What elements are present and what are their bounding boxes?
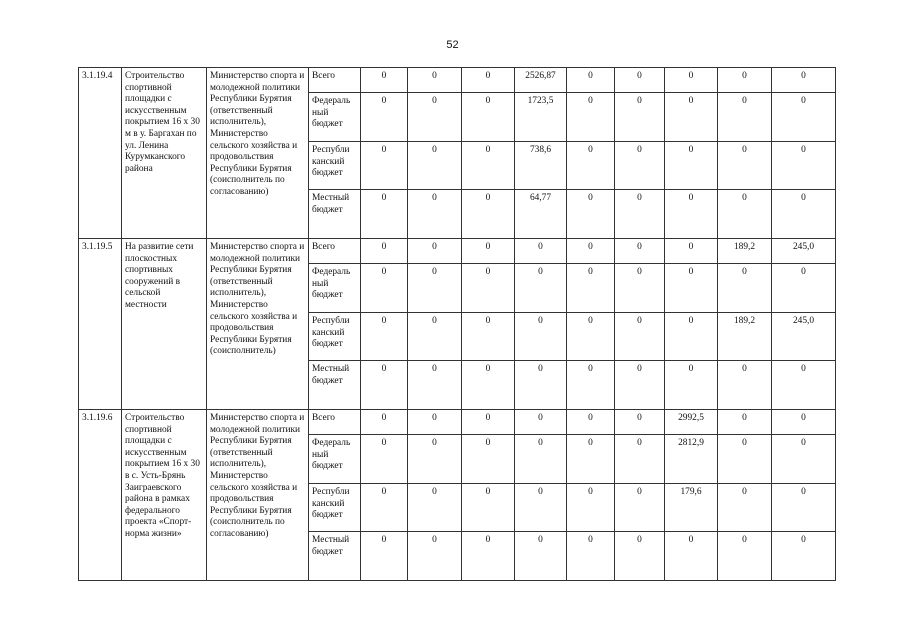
funding-value-cell: 0 — [361, 532, 408, 581]
funding-value-cell: 0 — [615, 239, 665, 264]
funding-value-cell: 0 — [665, 68, 718, 93]
funding-value-cell: 0 — [462, 190, 515, 239]
funding-value-cell: 0 — [772, 361, 836, 410]
funding-value-cell: 0 — [718, 410, 772, 435]
measure-name: Строительство спортивной площадки с искусственным покрытием 16 х 30 м в у. Баргахан по ул. Ленина Курумканского района — [122, 68, 207, 239]
funding-value-cell: 0 — [718, 264, 772, 313]
funding-value-cell: 189,2 — [718, 313, 772, 361]
funding-value-cell: 0 — [665, 532, 718, 581]
table-row — [79, 239, 836, 264]
measure-code: 3.1.19.6 — [79, 410, 122, 581]
funding-value-cell: 0 — [615, 484, 665, 532]
funding-value-cell: 0 — [408, 142, 462, 190]
page-number: 52 — [446, 39, 459, 51]
funding-value-cell: 0 — [361, 142, 408, 190]
measure-executor: Министерство спорта и молодежной политики Республики Бурятия (ответственный исполнитель), Министерство сельского хозяйства и продовольствия Республики Бурятия (соисполнитель по согласованию) — [207, 410, 309, 581]
funding-source-label: Федераль ный бюджет — [309, 435, 361, 484]
funding-value-cell: 0 — [462, 93, 515, 142]
funding-value-cell: 738,6 — [515, 142, 567, 190]
funding-value-cell: 0 — [665, 313, 718, 361]
funding-value-cell: 0 — [462, 361, 515, 410]
funding-source-label: Федераль ный бюджет — [309, 93, 361, 142]
funding-source-label: Местный бюджет — [309, 532, 361, 581]
funding-value-cell: 189,2 — [718, 239, 772, 264]
funding-value-cell: 0 — [615, 313, 665, 361]
funding-value-cell: 0 — [515, 435, 567, 484]
funding-value-cell: 0 — [665, 190, 718, 239]
funding-value-cell: 0 — [515, 484, 567, 532]
funding-value-cell: 0 — [361, 93, 408, 142]
funding-value-cell: 0 — [615, 68, 665, 93]
funding-value-cell: 0 — [361, 68, 408, 93]
measure-code: 3.1.19.5 — [79, 239, 122, 410]
funding-source-label: Всего — [309, 410, 361, 435]
funding-value-cell: 0 — [462, 68, 515, 93]
funding-value-cell: 0 — [615, 264, 665, 313]
funding-value-cell: 0 — [361, 264, 408, 313]
funding-value-cell: 0 — [718, 361, 772, 410]
funding-value-cell: 0 — [615, 93, 665, 142]
funding-value-cell: 0 — [361, 435, 408, 484]
funding-value-cell: 1723,5 — [515, 93, 567, 142]
measure-executor: Министерство спорта и молодежной политики Республики Бурятия (ответственный исполнитель), Министерство сельского хозяйства и продовольствия Республики Бурятия (соисполнитель по согласованию) — [207, 68, 309, 239]
funding-source-label: Республи канский бюджет — [309, 313, 361, 361]
funding-value-cell: 0 — [408, 361, 462, 410]
funding-value-cell: 0 — [515, 532, 567, 581]
funding-value-cell: 0 — [615, 190, 665, 239]
funding-value-cell: 0 — [772, 410, 836, 435]
funding-value-cell: 0 — [361, 361, 408, 410]
funding-value-cell: 0 — [408, 264, 462, 313]
funding-value-cell: 0 — [462, 410, 515, 435]
funding-value-cell: 0 — [718, 532, 772, 581]
funding-value-cell: 0 — [772, 484, 836, 532]
funding-source-label: Местный бюджет — [309, 361, 361, 410]
funding-source-label: Федераль ный бюджет — [309, 264, 361, 313]
table-row — [79, 410, 836, 435]
funding-value-cell: 0 — [408, 484, 462, 532]
funding-value-cell: 0 — [772, 264, 836, 313]
funding-value-cell: 0 — [462, 239, 515, 264]
funding-value-cell: 0 — [462, 264, 515, 313]
funding-value-cell: 0 — [615, 435, 665, 484]
funding-value-cell: 0 — [408, 190, 462, 239]
funding-value-cell: 0 — [567, 484, 615, 532]
funding-value-cell: 0 — [665, 93, 718, 142]
funding-value-cell: 0 — [772, 190, 836, 239]
measure-name: Строительство спортивной площадки с искусственным покрытием 16 х 30 в с. Усть-Брянь Заиграевского района в рамках федерального проекта «Спорт-норма жизни» — [122, 410, 207, 581]
funding-value-cell: 0 — [772, 142, 836, 190]
funding-value-cell: 0 — [408, 410, 462, 435]
funding-value-cell: 0 — [615, 532, 665, 581]
funding-value-cell: 0 — [361, 313, 408, 361]
funding-value-cell: 0 — [567, 142, 615, 190]
funding-value-cell: 0 — [567, 264, 615, 313]
funding-value-cell: 0 — [408, 239, 462, 264]
funding-value-cell: 0 — [718, 93, 772, 142]
funding-value-cell: 0 — [615, 361, 665, 410]
funding-value-cell: 0 — [718, 190, 772, 239]
funding-value-cell: 0 — [567, 313, 615, 361]
funding-value-cell: 0 — [567, 410, 615, 435]
funding-value-cell: 0 — [567, 239, 615, 264]
funding-value-cell: 0 — [408, 435, 462, 484]
funding-value-cell: 0 — [665, 264, 718, 313]
funding-value-cell: 179,6 — [665, 484, 718, 532]
funding-value-cell: 0 — [462, 484, 515, 532]
funding-value-cell: 0 — [665, 142, 718, 190]
funding-value-cell: 0 — [772, 68, 836, 93]
funding-value-cell: 0 — [567, 361, 615, 410]
funding-value-cell: 0 — [515, 239, 567, 264]
funding-value-cell: 0 — [515, 361, 567, 410]
funding-value-cell: 0 — [665, 361, 718, 410]
funding-value-cell: 0 — [515, 410, 567, 435]
funding-value-cell: 0 — [718, 68, 772, 93]
funding-value-cell: 0 — [462, 313, 515, 361]
funding-value-cell: 64,77 — [515, 190, 567, 239]
funding-value-cell: 2526,87 — [515, 68, 567, 93]
funding-value-cell: 0 — [718, 484, 772, 532]
measure-executor: Министерство спорта и молодежной политики Республики Бурятия (ответственный исполнитель), Министерство сельского хозяйства и продовольствия Республики Бурятия (соисполнитель) — [207, 239, 309, 410]
measure-code: 3.1.19.4 — [79, 68, 122, 239]
funding-source-label: Местный бюджет — [309, 190, 361, 239]
funding-value-cell: 0 — [615, 410, 665, 435]
funding-value-cell: 0 — [772, 532, 836, 581]
funding-value-cell: 0 — [408, 93, 462, 142]
funding-value-cell: 245,0 — [772, 239, 836, 264]
funding-value-cell: 245,0 — [772, 313, 836, 361]
funding-value-cell: 0 — [515, 264, 567, 313]
funding-value-cell: 0 — [361, 190, 408, 239]
funding-value-cell: 0 — [567, 68, 615, 93]
funding-value-cell: 0 — [615, 142, 665, 190]
funding-table — [78, 67, 836, 581]
funding-value-cell: 0 — [515, 313, 567, 361]
funding-value-cell: 0 — [408, 68, 462, 93]
funding-value-cell: 2992,5 — [665, 410, 718, 435]
funding-value-cell: 0 — [772, 435, 836, 484]
funding-source-label: Республи канский бюджет — [309, 484, 361, 532]
funding-source-label: Всего — [309, 239, 361, 264]
funding-value-cell: 0 — [361, 484, 408, 532]
funding-value-cell: 0 — [361, 410, 408, 435]
funding-value-cell: 0 — [462, 142, 515, 190]
funding-value-cell: 0 — [718, 435, 772, 484]
funding-value-cell: 2812,9 — [665, 435, 718, 484]
funding-value-cell: 0 — [462, 532, 515, 581]
funding-value-cell: 0 — [718, 142, 772, 190]
funding-value-cell: 0 — [772, 93, 836, 142]
table-row — [79, 68, 836, 93]
funding-source-label: Республи канский бюджет — [309, 142, 361, 190]
funding-value-cell: 0 — [361, 239, 408, 264]
funding-value-cell: 0 — [462, 435, 515, 484]
funding-value-cell: 0 — [567, 435, 615, 484]
funding-source-label: Всего — [309, 68, 361, 93]
funding-value-cell: 0 — [567, 532, 615, 581]
measure-name: На развитие сети плоскостных спортивных сооружений в сельской местности — [122, 239, 207, 410]
funding-value-cell: 0 — [665, 239, 718, 264]
funding-value-cell: 0 — [567, 93, 615, 142]
funding-value-cell: 0 — [408, 532, 462, 581]
funding-value-cell: 0 — [567, 190, 615, 239]
funding-value-cell: 0 — [408, 313, 462, 361]
